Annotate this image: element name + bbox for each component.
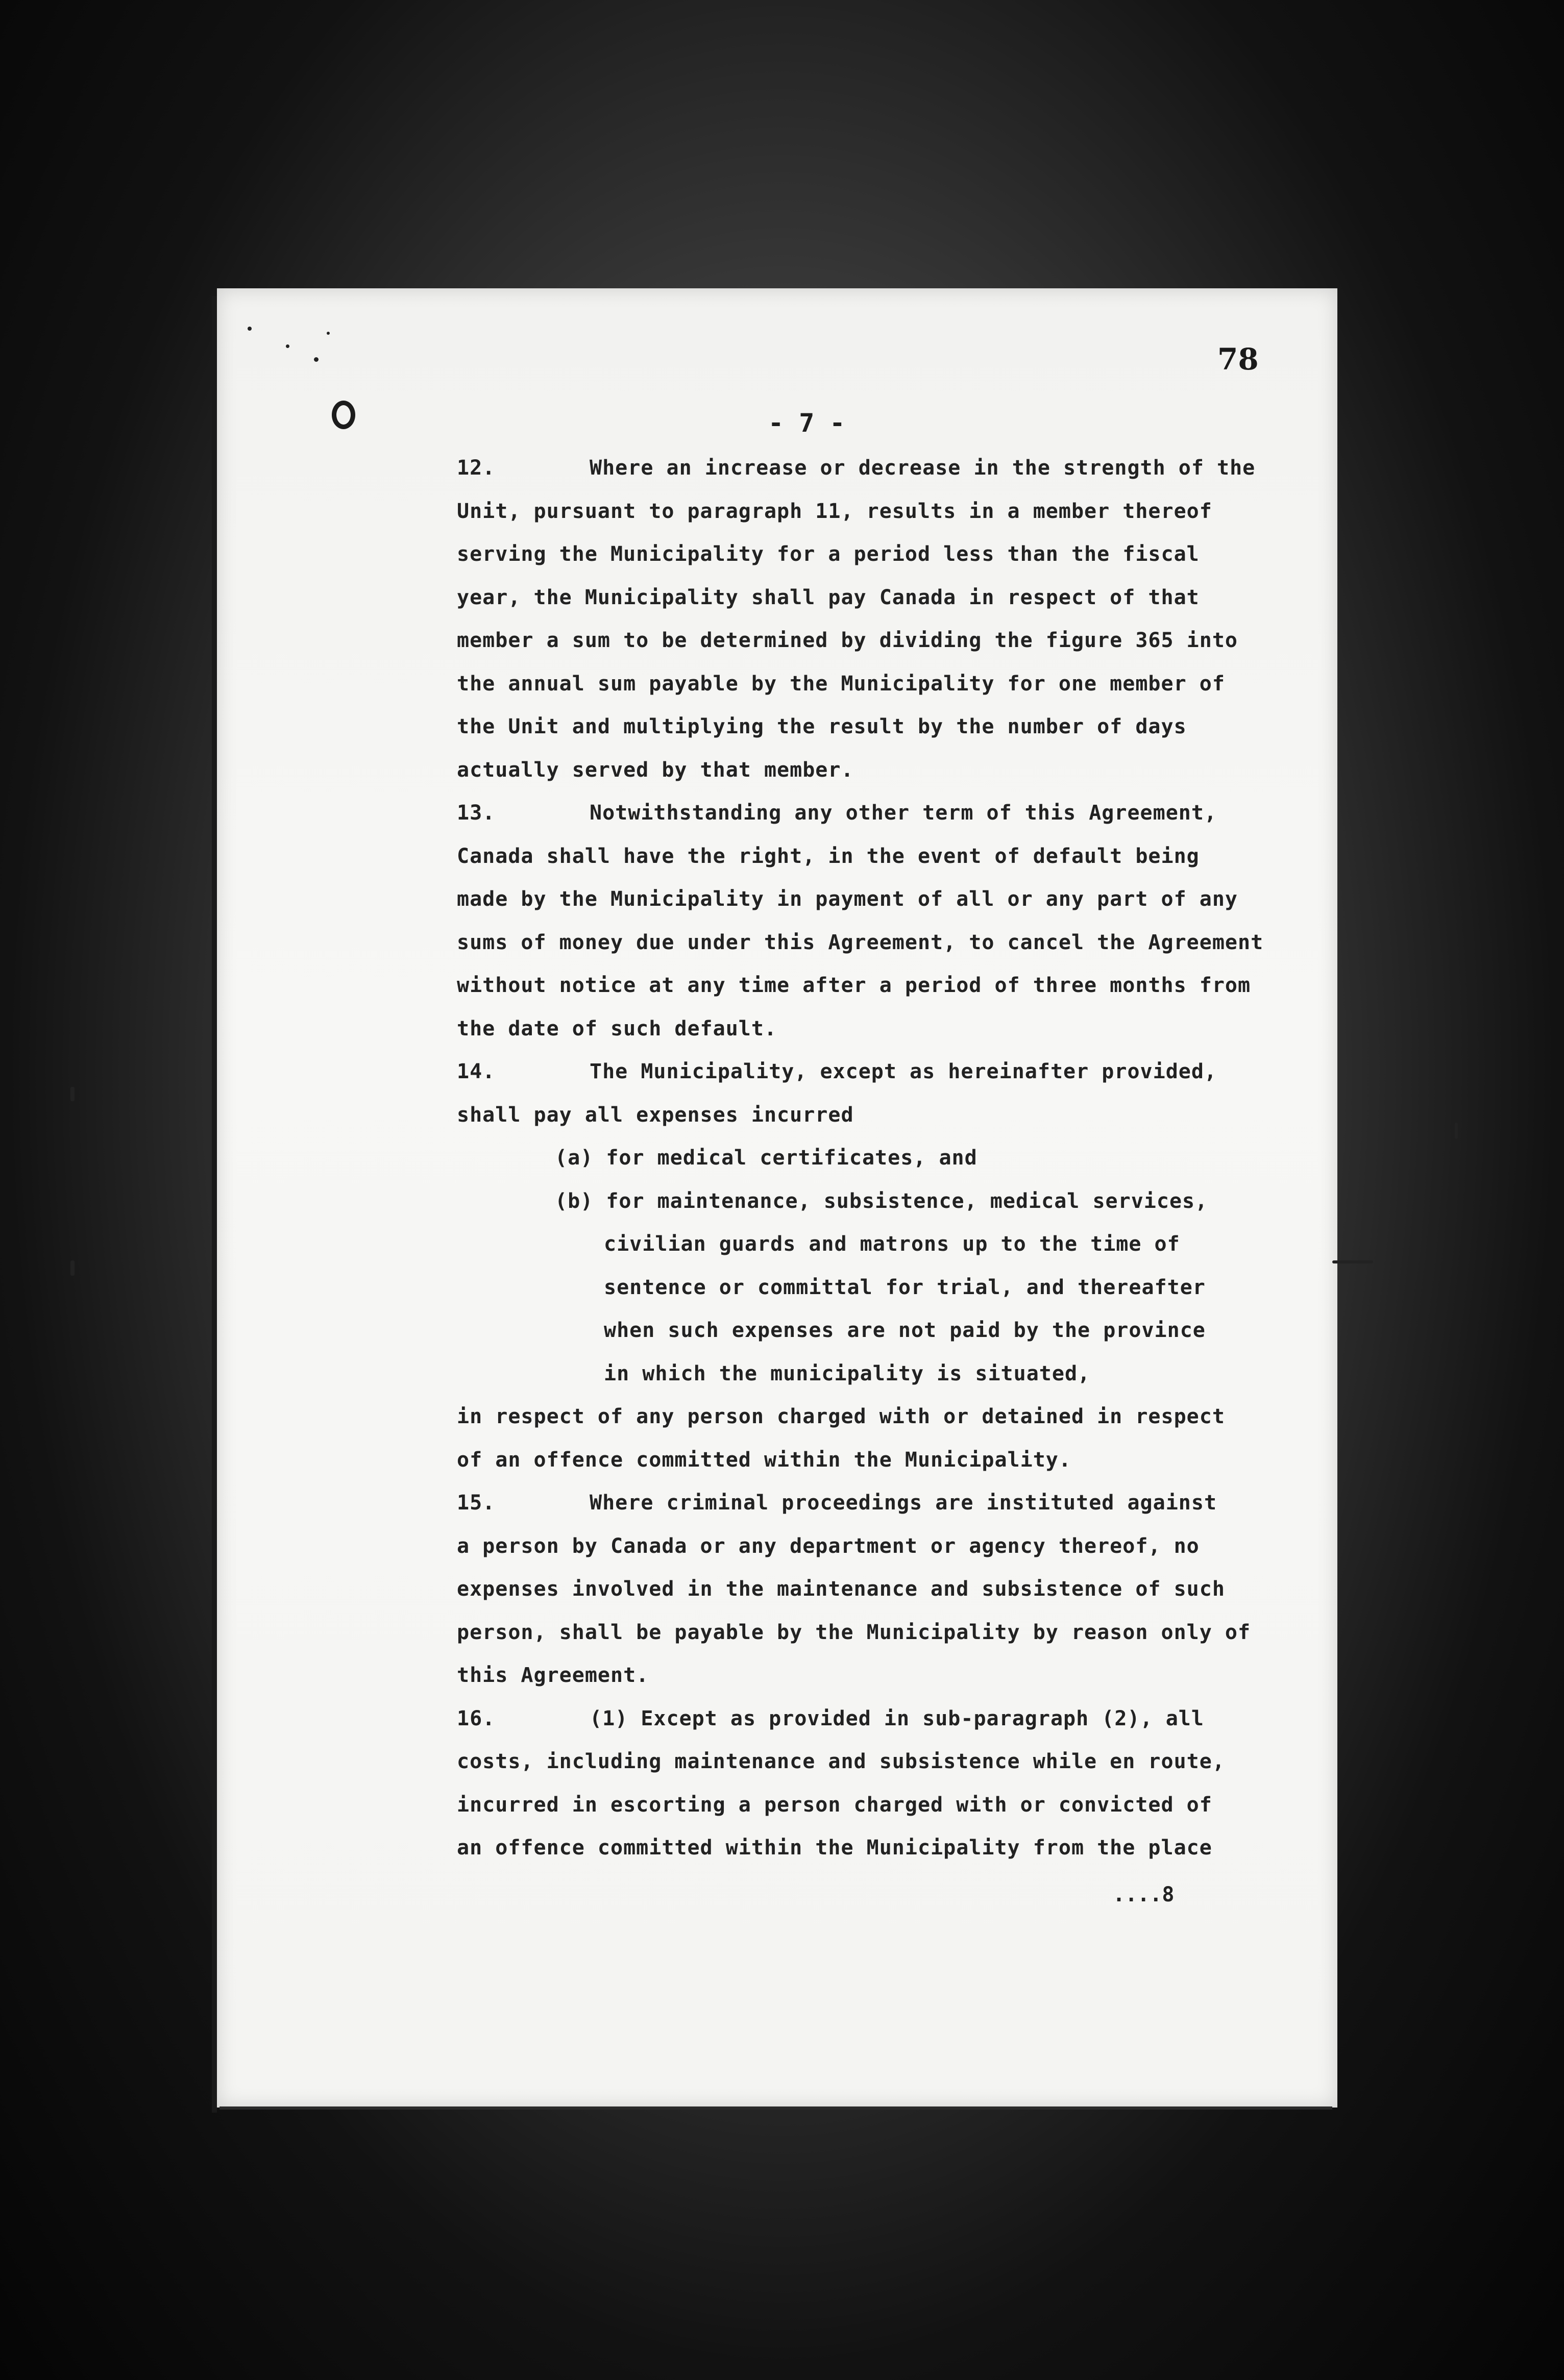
- ink-speck: [314, 357, 319, 362]
- ink-speck: [327, 332, 330, 335]
- line-text: in which the municipality is situated,: [604, 1361, 1091, 1385]
- paragraph-start-line: [457, 1050, 1263, 1094]
- line-text: the annual sum payable by the Municipality for one member of: [457, 672, 1225, 696]
- continuation-marker: ....8: [1113, 1883, 1175, 1906]
- text-line: [457, 1136, 1263, 1180]
- text-line: [457, 533, 1263, 576]
- text-line: [457, 1783, 1263, 1827]
- film-mark: [70, 1260, 75, 1276]
- line-text: shall pay all expenses incurred: [457, 1103, 854, 1127]
- line-text: year, the Municipality shall pay Canada in respect of that: [457, 585, 1200, 609]
- text-line: [457, 1309, 1263, 1352]
- text-line: [457, 1740, 1263, 1783]
- line-text: when such expenses are not paid by the province: [604, 1319, 1206, 1342]
- line-text: Where criminal proceedings are instituted against: [590, 1491, 1217, 1515]
- line-text: sums of money due under this Agreement, to cancel the Agreement: [457, 930, 1264, 954]
- paragraph-number: 14.: [457, 1060, 496, 1083]
- line-text: civilian guards and matrons up to the time of: [604, 1232, 1180, 1256]
- line-text: (1) Except as provided in sub-paragraph (2), all: [590, 1706, 1204, 1730]
- text-line: [457, 1395, 1263, 1439]
- line-text: sentence or committal for trial, and thereafter: [604, 1275, 1206, 1299]
- paragraph-start-line: [457, 791, 1263, 835]
- film-mark: [1332, 1260, 1373, 1263]
- text-line: [457, 749, 1263, 792]
- line-text: (a) for medical certificates, and: [555, 1146, 978, 1170]
- paragraph-number: 12.: [457, 456, 496, 480]
- text-line: [457, 1439, 1263, 1482]
- ink-speck: [248, 327, 252, 331]
- text-line: [457, 1568, 1263, 1611]
- line-text: a person by Canada or any department or agency thereof, no: [457, 1534, 1200, 1558]
- text-line: [457, 1611, 1263, 1654]
- line-text: person, shall be payable by the Municipality by reason only of: [457, 1620, 1251, 1644]
- line-text: without notice at any time after a period of three months from: [457, 974, 1251, 997]
- line-text: Notwithstanding any other term of this Agreement,: [590, 801, 1217, 825]
- text-line: [457, 921, 1263, 964]
- text-line: [457, 576, 1263, 619]
- paragraph-start-line: [457, 1697, 1263, 1741]
- text-line: [457, 1223, 1263, 1266]
- paragraph-start-line: [457, 447, 1263, 490]
- line-text: in respect of any person charged with or detained in respect: [457, 1405, 1225, 1428]
- line-text: the Unit and multiplying the result by the number of days: [457, 715, 1187, 738]
- text-line: [457, 1180, 1263, 1223]
- text-line: [457, 619, 1263, 662]
- text-line: [457, 878, 1263, 921]
- line-text: Where an increase or decrease in the strength of the: [590, 456, 1256, 480]
- text-line: [457, 835, 1263, 878]
- body-text: [457, 447, 1263, 1870]
- text-line: [457, 1654, 1263, 1697]
- text-line: [457, 964, 1263, 1007]
- paragraph-number: 13.: [457, 801, 496, 825]
- text-line: [457, 1266, 1263, 1309]
- line-text: Unit, pursuant to paragraph 11, results in a member thereof: [457, 499, 1212, 523]
- text-line: [457, 1352, 1263, 1396]
- text-line: [457, 705, 1263, 749]
- line-text: made by the Municipality in payment of all or any part of any: [457, 887, 1238, 911]
- line-text: expenses involved in the maintenance and subsistence of such: [457, 1577, 1225, 1601]
- ink-speck: [286, 344, 289, 348]
- page-edge-bottom: [219, 2106, 1332, 2110]
- line-text: Canada shall have the right, in the event of default being: [457, 844, 1200, 868]
- text-line: [457, 490, 1263, 533]
- film-mark: [1455, 1123, 1458, 1139]
- folio-number: 78: [1217, 342, 1259, 377]
- paragraph-number: 15.: [457, 1491, 496, 1515]
- text-line: [457, 1094, 1263, 1137]
- paragraph-number: 16.: [457, 1706, 496, 1730]
- line-text: The Municipality, except as hereinafter provided,: [590, 1060, 1217, 1083]
- text-line: [457, 1826, 1263, 1870]
- film-mark: [70, 1087, 75, 1101]
- line-text: the date of such default.: [457, 1017, 777, 1040]
- line-text: member a sum to be determined by dividing the figure 365 into: [457, 629, 1238, 652]
- line-text: an offence committed within the Municipality from the place: [457, 1836, 1212, 1860]
- line-text: this Agreement.: [457, 1664, 649, 1687]
- line-text: actually served by that member.: [457, 758, 854, 782]
- line-text: of an offence committed within the Municipality.: [457, 1448, 1071, 1472]
- paragraph-start-line: [457, 1481, 1263, 1525]
- text-line: [457, 1525, 1263, 1568]
- page-edge-left: [212, 296, 217, 2113]
- text-line: [457, 1007, 1263, 1051]
- line-text: costs, including maintenance and subsistence while en route,: [457, 1750, 1225, 1773]
- page-number: - 7 -: [768, 408, 845, 438]
- punch-hole: [332, 401, 355, 429]
- line-text: incurred in escorting a person charged with or convicted of: [457, 1793, 1212, 1817]
- text-line: [457, 662, 1263, 706]
- line-text: (b) for maintenance, subsistence, medical services,: [555, 1189, 1208, 1213]
- line-text: serving the Municipality for a period less than the fiscal: [457, 542, 1200, 566]
